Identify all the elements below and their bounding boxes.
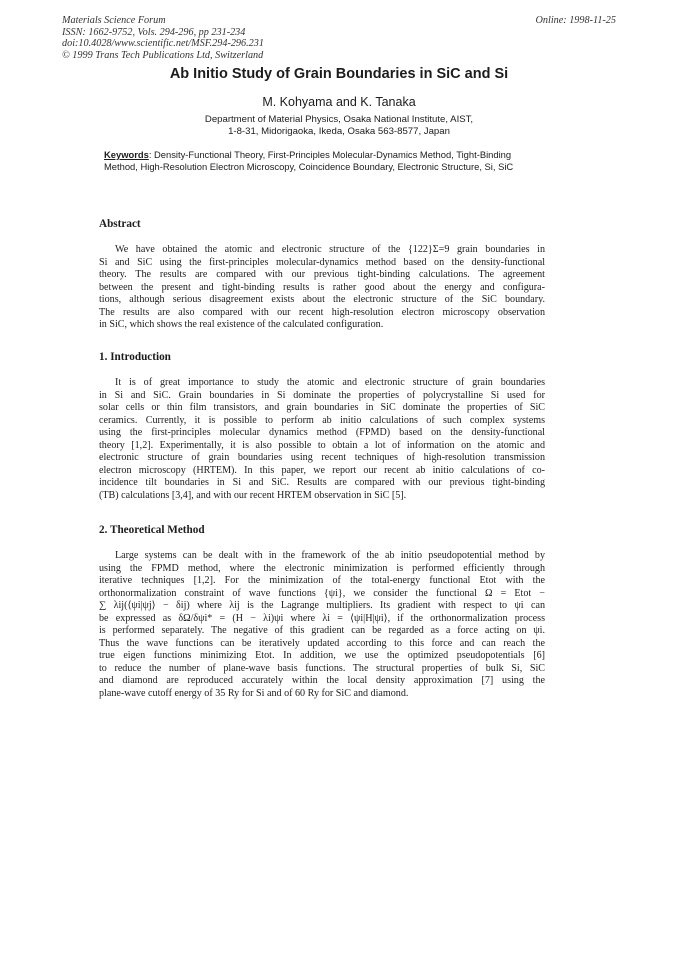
doi-link[interactable]: doi:10.4028/www.scientific.net/MSF.294-296.231 <box>62 38 264 50</box>
keywords-label: Keywords <box>104 149 149 160</box>
keywords-line <box>104 149 564 161</box>
text-line: to reduce the number of plane-wave basis functions. The structural properties of bulk Si, SiC <box>99 662 545 674</box>
introduction-body <box>99 377 545 502</box>
text-line: incidence tilt boundaries in Si and SiC. Results are compared with our previous tight-binding <box>99 477 545 489</box>
text-line: between the present and tight-binding results is rather good about the energy and configura- <box>99 281 545 293</box>
author-list: M. Kohyama and K. Tanaka <box>262 95 416 109</box>
text-line: using the first-principles molecular dynamics method (FPMD) based on the density-functional <box>99 427 545 439</box>
theory-body <box>99 550 545 701</box>
text-line: is performed separately. The negative of this gradient can be regarded as a force acting on ψi. <box>99 625 545 637</box>
text-line: using the FPMD method, where the electronic minimization is performed efficiently through <box>99 562 545 574</box>
online-date: Online: 1998-11-25 <box>535 15 616 26</box>
affiliation-line: 1-8-31, Midorigaoka, Ikeda, Osaka 563-8577, Japan <box>228 126 450 137</box>
text-line: in SiC, which shows the real existence of the calculated configuration. <box>99 319 384 331</box>
text-line: plane-wave cutoff energy of 35 Ry for Si and of 60 Ry for SiC and diamond. <box>99 688 409 700</box>
text-line: Thus the wave functions can be iteratively updated according to this force and can reach the <box>99 637 545 649</box>
text-line: (TB) calculations [3,4], and with our recent HRTEM observation in SiC [5]. <box>99 489 407 501</box>
journal-header <box>62 15 264 61</box>
abstract-body <box>99 244 545 332</box>
text-line: tions, although serious disagreement exists about the electronic structure of the SiC boundary. <box>99 294 545 306</box>
text-line: be expressed as δΩ/δψi* = (H − λi)ψi where λi = ⟨ψi|H|ψi⟩, if the orthonormalization process <box>99 612 545 624</box>
text-line: Si and SiC using the first-principles molecular-dynamics method based on the density-functional <box>99 256 545 268</box>
text-line: true eigen functions minimizing Etot. In addition, we use the optimized pseudopotentials [6] <box>99 650 545 662</box>
introduction-heading: 1. Introduction <box>99 351 171 363</box>
text-line: and diamond are reproduced accurately within the local density approximation [7] using the <box>99 675 545 687</box>
keywords-text: : Density-Functional Theory, First-Principles Molecular-Dynamics Method, Tight-Binding <box>148 149 512 160</box>
text-line: orthonormalization constraint of wave functions {ψi}, we consider the functional Ω = Etot − <box>99 587 545 599</box>
text-line: in Si and SiC. Grain boundaries in Si dominate the properties of polycrystalline Si used for <box>99 389 545 401</box>
text-line: It is of great importance to study the atomic and electronic structure of grain boundaries <box>115 377 545 388</box>
affiliation <box>0 114 678 138</box>
abstract-heading: Abstract <box>99 218 141 230</box>
paper-title: Ab Initio Study of Grain Boundaries in SiC and Si <box>169 66 509 82</box>
text-line: ∑ λij(⟨ψi|ψj⟩ − δij) where λij is the Lagrange multipliers. Its gradient with respect to ψi can <box>99 600 545 612</box>
text-line: theory [1,2]. Experimentally, it is also possible to obtain a lot of information on the atomic and <box>99 439 545 451</box>
keywords-line: Method, High-Resolution Electron Microscopy, Coincidence Boundary, Electronic Structure, Si, SiC <box>104 161 514 172</box>
text-line: electron microscopy (HRTEM). In this paper, we report our recent ab initio calculations of co- <box>99 464 545 476</box>
issn-line: ISSN: 1662-9752, Vols. 294-296, pp 231-234 <box>62 26 246 38</box>
text-line: iterative techniques [1,2]. For the minimization of the total-energy functional Etot with the <box>99 575 545 587</box>
text-line: We have obtained the atomic and electronic structure of the {122}Σ=9 grain boundaries in <box>115 244 545 255</box>
text-line: The results are also compared with our recent high-resolution electron microscopy observation <box>99 306 545 318</box>
text-line: ceramics. Currently, it is possible to perform ab initio calculations of such complex systems <box>99 414 545 426</box>
copyright-line: © 1999 Trans Tech Publications Ltd, Switzerland <box>62 49 264 61</box>
text-line: solar cells or thin film transistors, and grain boundaries in SiC dominate the properties of SiC <box>99 402 545 414</box>
text-line: electronic structure of grain boundaries using recent techniques of high-resolution transmission <box>99 452 545 464</box>
affiliation-line: Department of Material Physics, Osaka National Institute, AIST, <box>204 114 474 125</box>
keywords-block <box>104 149 564 173</box>
text-line: Large systems can be dealt with in the framework of the ab initio pseudopotential method by <box>115 550 545 561</box>
text-line: theory. The results are compared with our previous tight-binding calculations. The agreement <box>99 269 545 281</box>
journal-name: Materials Science Forum <box>62 15 166 26</box>
theory-heading: 2. Theoretical Method <box>99 524 205 536</box>
